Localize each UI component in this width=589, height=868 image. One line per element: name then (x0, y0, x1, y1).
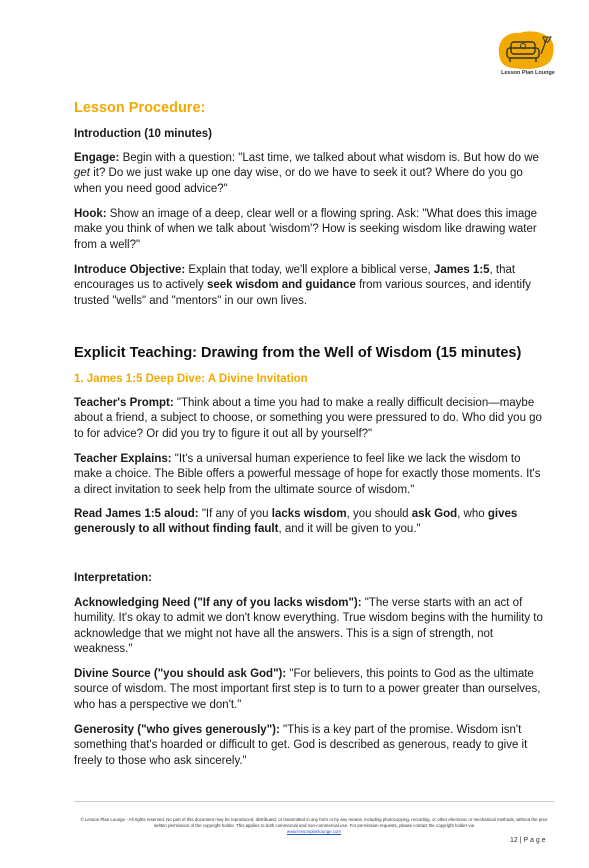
page-number: 12 | P a g e (510, 837, 546, 844)
read-bold-1: lacks wisdom (271, 508, 347, 520)
objective-label: Introduce Objective: (74, 264, 186, 276)
logo-text: Lesson Plan Lounge (501, 70, 555, 76)
objective-emphasis: seek wisdom and guidance (206, 279, 356, 292)
hook-label: Hook: (74, 208, 107, 220)
teacher-prompt-label: Teacher's Prompt: (74, 397, 174, 409)
divine-source-label: Divine Source ("you should ask God"): (74, 668, 287, 680)
engage-text-1: Begin with a question: "Last time, we talked about what wisdom is. But how do we (119, 152, 539, 164)
teacher-prompt-text: "Think about a time you had to make a really difficult decision—maybe about a friend, a subject to choose, or something you were pressured to do. Who did you go to for advice? Or did you try to figure it out all by yourself?" (74, 397, 542, 440)
read-text-2: , you should (346, 508, 412, 520)
read-text-3: , who (457, 508, 488, 520)
hook-paragraph (74, 207, 550, 253)
objective-verse: James 1:5 (433, 264, 490, 276)
generosity-text: "This is a key part of the promise. Wisdom isn't something that's hoarded or difficult to get. God is described as generous, ready to give it freely to those who ask sincerely." (74, 724, 528, 767)
footer-website-link[interactable]: www.lessonplanlounge.com (286, 829, 342, 834)
engage-text-2: it? Do we just wake up one day wise, or do we have to seek it out? Where do you go when you need good advice?" (74, 167, 523, 195)
interpretation-title: Interpretation: (74, 572, 152, 584)
engage-emphasis: get (74, 167, 90, 180)
footer-divider (74, 801, 554, 802)
lounge-logo-icon (495, 28, 557, 72)
read-verse-paragraph (74, 507, 550, 538)
objective-text-1: Explain that today, we'll explore a biblical verse, (185, 264, 434, 276)
read-bold-3: gives generously to all without finding fault (74, 508, 518, 536)
read-bold-2: ask God (411, 508, 458, 520)
generosity-paragraph (74, 723, 550, 769)
explicit-teaching-heading: Explicit Teaching: Drawing from the Well of Wisdom (15 minutes) (74, 345, 522, 361)
teacher-explains-paragraph (74, 452, 550, 498)
acknowledging-need-paragraph (74, 596, 550, 658)
objective-paragraph (74, 263, 550, 309)
copyright-text: © Lesson Plan Lounge - All rights reserved. No part of this document may be reproduced, distributed, or transmitted in any form or by any means, including photocopying, recording, or other electronic or mechanical methods, without the prior written permission of the copyright holder. This applies to both commercial and non-commercial use. For permission requests, please contact the copyright holder via (80, 817, 548, 828)
read-verse-label: Read James 1:5 aloud: (74, 508, 199, 520)
introduction-title: Introduction (10 minutes) (74, 128, 212, 140)
deep-dive-subheading: 1. James 1:5 Deep Dive: A Divine Invitation (74, 373, 308, 385)
hook-text: Show an image of a deep, clear well or a flowing spring. Ask: "What does this image make you think of when we talk about 'wisdom'? How is seeking wisdom like drawing water from a well?" (74, 208, 538, 251)
generosity-label: Generosity ("who gives generously"): (74, 724, 280, 736)
engage-label: Engage: (74, 152, 120, 164)
teacher-explains-text: "It's a universal human experience to feel like we lack the wisdom to make a choice. The Bible offers a powerful message of hope for exactly those moments. It's a direct invitation to seek help from the ultimate source of wisdom." (74, 453, 541, 496)
read-text-4: , and it will be given to you." (278, 523, 421, 536)
objective-text-2: , that encourages us to actively (74, 264, 516, 292)
teacher-explains-label: Teacher Explains: (74, 453, 172, 465)
read-text-1: "If any of you (198, 508, 272, 520)
objective-text-3: from various sources, and identify trusted "wells" and "mentors" in our own lives. (74, 279, 532, 307)
divine-source-paragraph (74, 667, 550, 713)
lesson-procedure-heading: Lesson Procedure: (74, 100, 206, 116)
divine-source-text: "For believers, this points to God as the ultimate source of wisdom. The most important first step is to turn to a power greater than ourselves, who has a perspective we don't." (74, 668, 541, 711)
acknowledging-need-text: "The verse starts with an act of humility. It's okay to admit we don't know everything. True wisdom begins with the humility to acknowledge that we might not have all the answers. This is a sign of strength, not weakness." (74, 597, 543, 656)
footer-copyright (74, 817, 554, 835)
teacher-prompt-paragraph (74, 396, 550, 442)
acknowledging-need-label: Acknowledging Need ("If any of you lacks wisdom"): (74, 597, 362, 609)
engage-paragraph (74, 151, 550, 197)
